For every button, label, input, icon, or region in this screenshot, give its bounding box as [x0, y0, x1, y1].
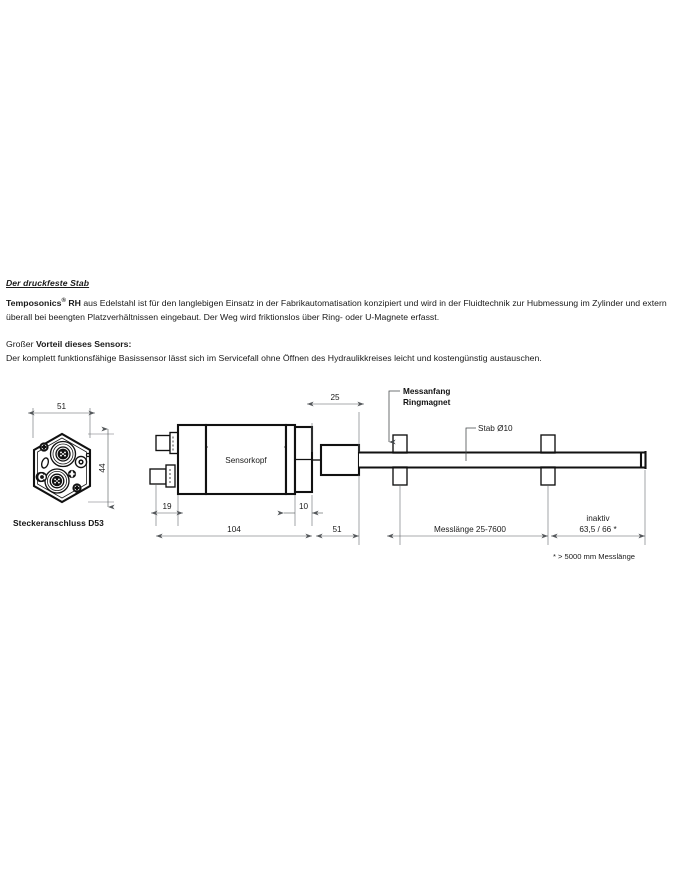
dimension-label-inactive-line1: inaktiv: [586, 514, 610, 523]
connector-port-lower: [45, 469, 69, 493]
section-heading: Der druckfeste Stab: [6, 278, 90, 288]
footnote-text: * > 5000 mm Messlänge: [552, 552, 636, 561]
product-series: RH: [65, 297, 81, 308]
connector-stub-upper: [156, 433, 178, 454]
callout-magnet-line1: Messanfang: [403, 387, 451, 396]
dimension-label-19: 19: [162, 502, 172, 511]
paragraph-spacer: [6, 324, 694, 337]
connector-face-view: [13, 402, 114, 528]
dimension-25: [307, 393, 364, 452]
measuring-rod: [359, 451, 646, 469]
boss-left: [36, 473, 46, 482]
dimension-inactive-zone: [551, 470, 645, 545]
threaded-neck: [321, 445, 359, 475]
dimension-104: [156, 525, 312, 536]
dimension-stroke-length: [387, 486, 548, 545]
face-view-caption: Steckeranschluss D53: [13, 518, 104, 528]
screw-small-upper-right: [86, 453, 90, 457]
sensor-housing-front: [286, 425, 295, 494]
dimension-label-51: 51: [56, 402, 67, 411]
dimension-label-inactive-line2: 63,5 / 66 *: [579, 525, 617, 534]
sensor-head-label: Sensorkopf: [225, 456, 267, 465]
connector-port-upper: [51, 442, 76, 467]
dimension-label-25: 25: [330, 393, 340, 402]
callout-magnet-line2: Ringmagnet: [403, 398, 451, 407]
dimension-label-10: 10: [298, 502, 309, 511]
dimension-label-stroke-length: Messlänge 25-7600: [434, 525, 506, 534]
screw-center: [68, 470, 76, 478]
screw-top-left: [39, 442, 48, 451]
technical-drawing: [0, 382, 700, 607]
advantage-subheading-plain: Großer: [6, 338, 36, 349]
paragraph-product-body: aus Edelstahl ist für den langlebigen Einsatz in der Fabrikautomatisation konzipiert und wird in der Fluidtechnik zur Hubmessung im Zylinder und extern überall bei beengten Platzverhältnissen eingebaut. Der Weg wird friktionslos über Ring- oder U-Magnete erfasst.: [6, 297, 667, 322]
paragraph-advantage-body: Der komplett funktionsfähige Basissensor lässt sich im Servicefall ohne Öffnen des Hydraulikkreises leicht und kostengünstig austauschen.: [6, 352, 542, 363]
callout-ring-magnet: [389, 387, 451, 442]
dimension-label-104: 104: [227, 525, 241, 534]
registered-trademark-symbol: ®: [61, 298, 66, 304]
dimension-face-width: [28, 402, 95, 438]
sensor-side-view: [150, 425, 646, 494]
boss-right: [75, 456, 86, 467]
dimension-10: [284, 495, 323, 526]
callout-rod-label: Stab Ø10: [478, 424, 513, 433]
advantage-subheading: [6, 337, 694, 351]
screw-bottom-right: [72, 483, 81, 492]
description-text-block: [6, 278, 694, 365]
product-name: Temposonics: [6, 297, 62, 308]
advantage-subheading-bold: Vorteil dieses Sensors:: [35, 338, 132, 349]
dimension-label-51-lower: 51: [332, 525, 342, 534]
dimension-label-44: 44: [98, 463, 107, 473]
connector-stub-lower: [150, 465, 175, 487]
sensor-housing-rear: [178, 425, 206, 494]
dimension-face-height: [88, 429, 114, 507]
dimension-51-lower: [316, 475, 359, 545]
paragraph-product-description: [6, 294, 694, 324]
